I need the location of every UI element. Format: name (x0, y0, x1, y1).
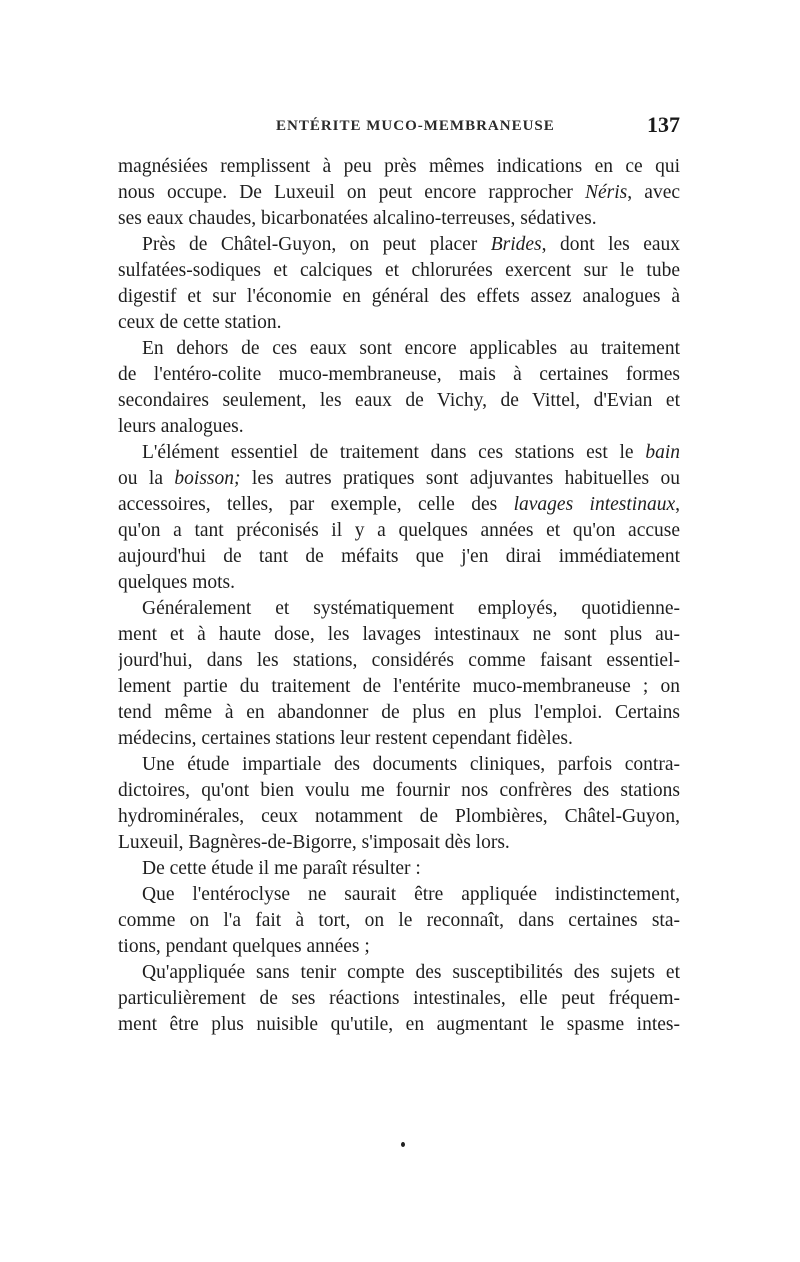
page-header (118, 112, 680, 146)
text-line: hydrominérales, ceux notamment de Plombières, Châtel-Guyon, (118, 806, 680, 827)
text-line: de l'entéro-colite muco-membraneuse, mais à certaines formes (118, 364, 680, 385)
text-line: jourd'hui, dans les stations, considérés comme faisant essentiel- (118, 650, 680, 671)
text-line: ses eaux chaudes, bicarbonatées alcalino-terreuses, sédatives. (118, 208, 597, 229)
body-text (118, 154, 680, 1038)
text-line: nous occupe. De Luxeuil on peut encore rapprocher Néris, avec (118, 182, 680, 203)
text-line: dictoires, qu'ont bien voulu me fournir nos confrères des stations (118, 780, 680, 801)
text-line: magnésiées remplissent à peu près mêmes indications en ce qui (118, 156, 680, 177)
text-line: qu'on a tant préconisés il y a quelques années et qu'on accuse (118, 520, 680, 541)
text-line: ment être plus nuisible qu'utile, en augmentant le spasme intes- (118, 1014, 680, 1035)
text-line: tend même à en abandonner de plus en plus l'emploi. Certains (118, 702, 680, 723)
text-line: leurs analogues. (118, 416, 244, 437)
running-title: ENTÉRITE MUCO-MEMBRANEUSE (276, 118, 555, 134)
text-line: Que l'entéroclyse ne saurait être appliquée indistinctement, (142, 884, 680, 905)
text-line: lement partie du traitement de l'entérite muco-membraneuse ; on (118, 676, 680, 697)
text-line: accessoires, telles, par exemple, celle des lavages intestinaux, (118, 494, 680, 515)
text-line: particulièrement de ses réactions intestinales, elle peut fréquem- (118, 988, 680, 1009)
text-line: ceux de cette station. (118, 312, 282, 333)
text-line: De cette étude il me paraît résulter : (142, 858, 421, 879)
text-line: Près de Châtel-Guyon, on peut placer Brides, dont les eaux (142, 234, 680, 255)
text-line: Généralement et systématiquement employés, quotidienne- (142, 598, 680, 619)
text-line: comme on l'a fait à tort, on le reconnaît, dans certaines sta- (118, 910, 680, 931)
text-line: ou la boisson; les autres pratiques sont adjuvantes habituelles ou (118, 468, 680, 489)
text-line: aujourd'hui de tant de méfaits que j'en dirai immédiatement (118, 546, 680, 567)
text-line: Une étude impartiale des documents cliniques, parfois contra- (142, 754, 680, 775)
text-line: quelques mots. (118, 572, 235, 593)
text-line: Qu'appliquée sans tenir compte des susceptibilités des sujets et (142, 962, 680, 983)
ink-speck (401, 1142, 405, 1147)
text-line: tions, pendant quelques années ; (118, 936, 370, 957)
text-line: Luxeuil, Bagnères-de-Bigorre, s'imposait dès lors. (118, 832, 510, 853)
text-line: digestif et sur l'économie en général des effets assez analogues à (118, 286, 680, 307)
text-line: secondaires seulement, les eaux de Vichy, de Vittel, d'Evian et (118, 390, 680, 411)
text-line: En dehors de ces eaux sont encore applicables au traitement (142, 338, 680, 359)
text-line: sulfatées-sodiques et calciques et chlorurées exercent sur le tube (118, 260, 680, 281)
text-line: médecins, certaines stations leur restent cependant fidèles. (118, 728, 573, 749)
page-number: 137 (647, 112, 680, 137)
text-line: L'élément essentiel de traitement dans ces stations est le bain (142, 442, 680, 463)
text-line: ment et à haute dose, les lavages intestinaux ne sont plus au- (118, 624, 680, 645)
